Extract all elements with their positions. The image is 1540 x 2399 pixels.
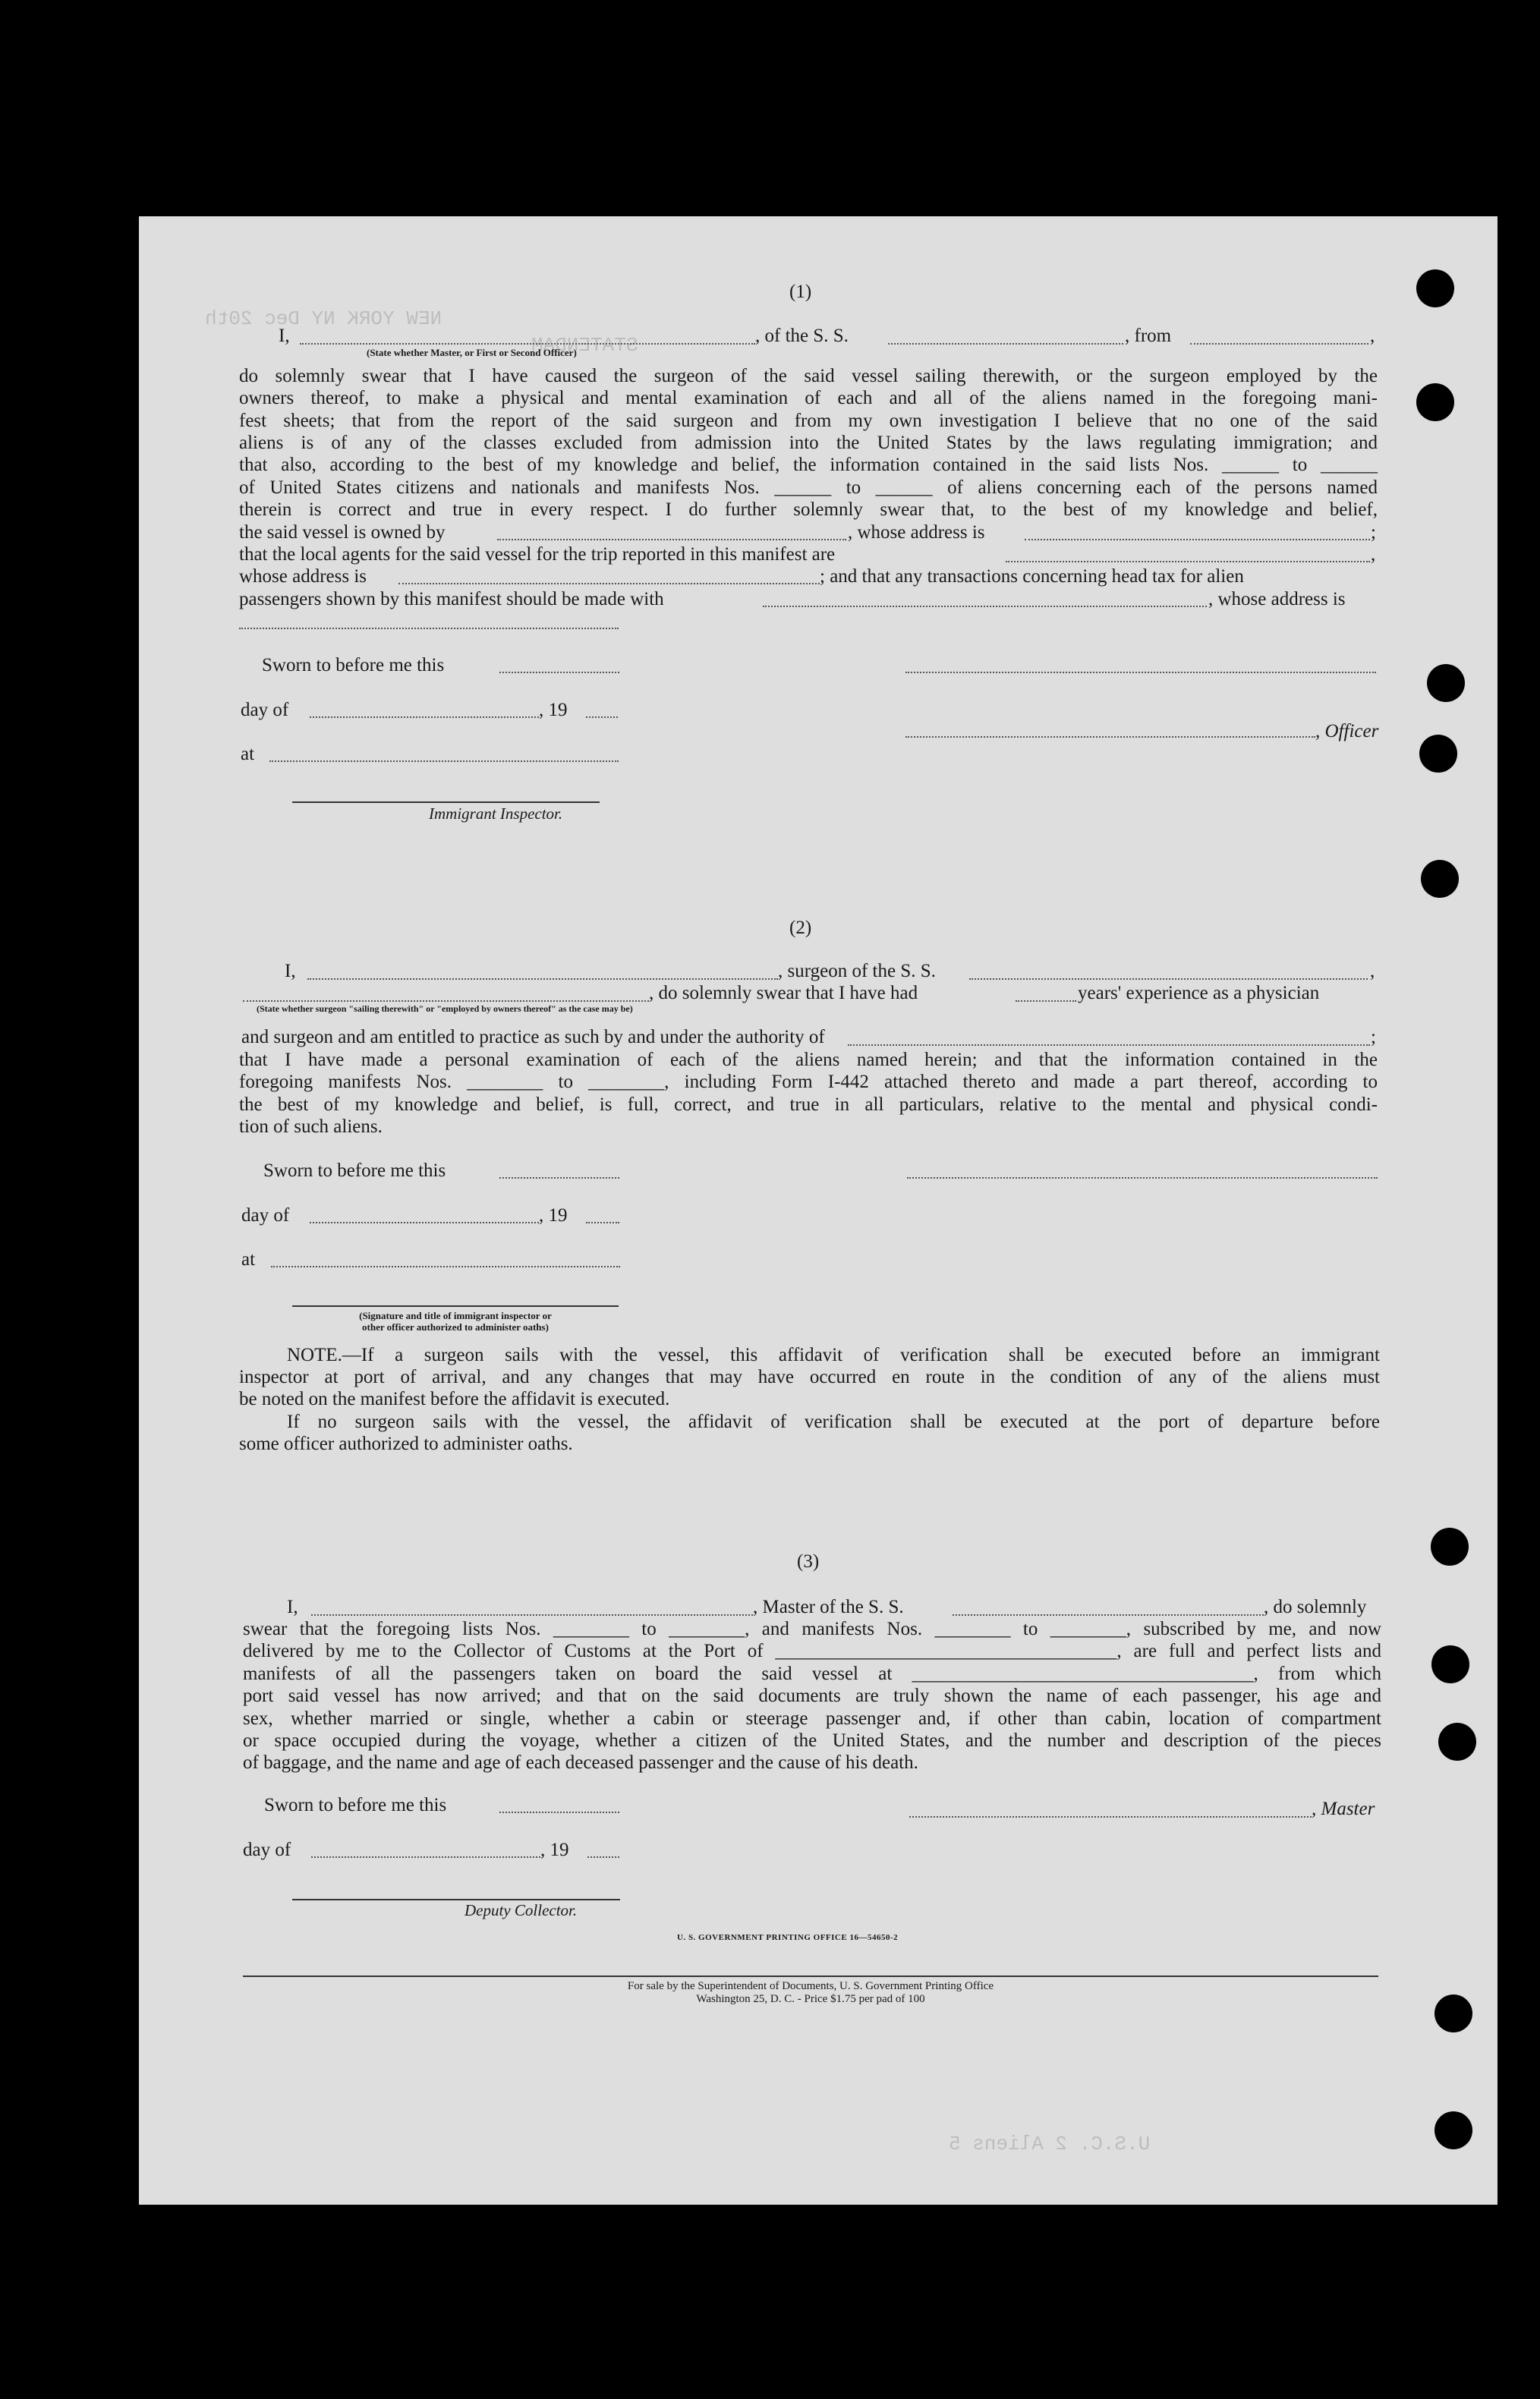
- at-place-field[interactable]: [271, 1266, 620, 1267]
- surgeon-status-field[interactable]: [243, 1000, 649, 1002]
- day-of-label: day of: [241, 1205, 290, 1226]
- day-of-field[interactable]: [310, 716, 539, 718]
- sec3-para-line: delivered by me to the Collector of Customs at the Port of ____________________________________, are full and perfect lists and: [243, 1641, 1381, 1661]
- note-line: NOTE.—If a surgeon sails with the vessel, this affidavit of verification shall be executed before an immigrant: [287, 1345, 1380, 1365]
- surgeon-vessel-field[interactable]: [969, 978, 1368, 980]
- surgeon-signature-field[interactable]: [907, 1177, 1378, 1179]
- owner-field[interactable]: [497, 539, 846, 540]
- year-label: , 19: [539, 700, 568, 720]
- owned-by-label: the said vessel is owned by: [239, 522, 446, 543]
- master-vessel-field[interactable]: [953, 1614, 1264, 1616]
- sworn-date-field[interactable]: [499, 672, 619, 673]
- day-of-label: day of: [243, 1840, 291, 1860]
- bleed-through-line: STATENDAM: [531, 334, 638, 357]
- sec1-of-ss: , of the S. S.: [755, 326, 849, 346]
- sec3-para-line: manifests of all the passengers taken on board the said vessel at ____________________________________, from which: [243, 1664, 1381, 1684]
- sec2-surgeon-of-ss: , surgeon of the S. S.: [778, 961, 936, 981]
- master-name-field[interactable]: [311, 1614, 753, 1616]
- year-label: , 19: [539, 1205, 568, 1226]
- sec2-para-line: tion of such aliens.: [239, 1116, 383, 1137]
- owner-address-label: , whose address is: [848, 522, 985, 543]
- sec2-para-line: that I have made a personal examination of each of the aliens named herein; and that the information contained in the: [239, 1050, 1378, 1070]
- punch-hole: [1416, 269, 1454, 307]
- authority-label: and surgeon and am entitled to practice as such by and under the authority of: [241, 1027, 825, 1047]
- punch-hole: [1438, 1723, 1476, 1761]
- sworn-date-field[interactable]: [499, 1812, 619, 1813]
- from-port-field[interactable]: [1190, 343, 1368, 345]
- sale-notice: For sale by the Superintendent of Documents, U. S. Government Printing Office: [627, 1980, 994, 1992]
- sec1-i: I,: [279, 326, 290, 346]
- sec1-from: , from: [1125, 326, 1172, 346]
- sec1-para-line: fest sheets; that from the report of the said surgeon and from my own investigation I believe that no one of the said: [239, 411, 1378, 431]
- master-label: , Master: [1312, 1799, 1375, 1819]
- officer-title-field[interactable]: [905, 736, 1315, 738]
- sec3-para-line: swear that the foregoing lists Nos. ________ to ________, and manifests Nos. ________ to ________, subscribed by me, and now: [243, 1619, 1381, 1639]
- sec1-para-line: owners thereof, to make a physical and mental examination of each and all of the aliens named in the foregoing mani-: [239, 388, 1378, 408]
- officer-name-field[interactable]: [300, 343, 755, 345]
- oath-officer-signature-line[interactable]: [292, 1305, 619, 1307]
- sec3-master-of-ss: , Master of the S. S.: [753, 1597, 904, 1617]
- experience-text-end: years' experience as a physician: [1078, 983, 1320, 1003]
- day-of-label: day of: [241, 700, 289, 720]
- experience-text: , do solemnly swear that I have had: [649, 983, 918, 1003]
- note-line: inspector at port of arrival, and any changes that may have occurred en route in the condition of any of the aliens must: [239, 1367, 1380, 1387]
- punch-hole: [1431, 1528, 1469, 1566]
- officer-signature-field[interactable]: [905, 672, 1376, 673]
- note-line: If no surgeon sails with the vessel, the affidavit of verification shall be executed at the port of departure before: [287, 1412, 1380, 1432]
- deputy-caption: Deputy Collector.: [465, 1901, 578, 1919]
- sworn-label: Sworn to before me this: [262, 655, 445, 675]
- years-experience-field[interactable]: [1016, 1000, 1076, 1002]
- punch-hole: [1419, 735, 1457, 773]
- deputy-signature-line[interactable]: [292, 1899, 620, 1900]
- sec1-semicolon: ;: [1371, 522, 1376, 543]
- note-line: be noted on the manifest before the affidavit is executed.: [239, 1389, 670, 1409]
- authority-field[interactable]: [848, 1044, 1370, 1046]
- local-agents-label: that the local agents for the said vessel for the trip reported in this manifest are: [239, 544, 836, 565]
- head-tax-address-field[interactable]: [239, 628, 619, 629]
- sec3-solemnly: , do solemnly: [1264, 1597, 1367, 1617]
- sec3-para-line: sex, whether married or single, whether a cabin or steerage passenger and, if other than cabin, location of compartment: [243, 1708, 1381, 1729]
- sworn-label: Sworn to before me this: [264, 1795, 447, 1815]
- vessel-name-field[interactable]: [888, 343, 1123, 345]
- sec2-i: I,: [285, 961, 296, 981]
- section-3-number: (3): [797, 1551, 820, 1572]
- year-field[interactable]: [586, 1222, 619, 1223]
- bleed-through-footer: U.S.C. 2 Aliens 5: [949, 2133, 1151, 2155]
- sec3-para-line: or space occupied during the voyage, whether a citizen of the United States, and the number and description of the pieces: [243, 1730, 1381, 1751]
- sec1-para-line: therein is correct and true in every respect. I do further solemnly swear that, to the best of my knowledge and belief,: [239, 499, 1378, 520]
- sec2-status-note: (State whether surgeon "sailing therewith" or "employed by owners thereof" as the case may be): [257, 1003, 633, 1014]
- sworn-date-field[interactable]: [499, 1177, 619, 1179]
- owner-address-field[interactable]: [1025, 539, 1370, 540]
- sec1-rank-note: (State whether Master, or First or Second Officer): [367, 347, 577, 358]
- head-tax-address-label: , whose address is: [1208, 589, 1346, 609]
- at-place-field[interactable]: [269, 760, 619, 762]
- day-of-field[interactable]: [311, 1856, 540, 1858]
- sec1-para-line: of United States citizens and nationals and manifests Nos. ______ to ______ of aliens concerning each of the persons named: [239, 477, 1378, 498]
- sec1-para-line: that also, according to the best of my knowledge and belief, the information contained in the said lists Nos. ______ to ______: [239, 455, 1378, 475]
- sec2-semicolon: ;: [1371, 1027, 1376, 1047]
- punch-hole: [1427, 664, 1465, 702]
- sec3-para-line: of baggage, and the name and age of each deceased passenger and the cause of his death.: [243, 1752, 918, 1773]
- punch-hole: [1434, 1994, 1472, 2032]
- footer-rule: [243, 1976, 1378, 1977]
- inspector-signature-line[interactable]: [292, 801, 600, 803]
- surgeon-name-field[interactable]: [307, 978, 778, 980]
- master-signature-field[interactable]: [909, 1816, 1312, 1818]
- sec1-comma: ,: [1370, 326, 1375, 346]
- note-line: some officer authorized to administer oaths.: [239, 1434, 573, 1454]
- year-label: , 19: [540, 1840, 569, 1860]
- inspector-caption: Immigrant Inspector.: [429, 804, 563, 823]
- sec1-para-line: do solemnly swear that I have caused the surgeon of the said vessel sailing therewith, or the surgeon employed by the: [239, 366, 1378, 386]
- punch-hole: [1431, 1645, 1469, 1683]
- signature-caption: other officer authorized to administer oaths): [362, 1321, 549, 1333]
- local-agents-field[interactable]: [1006, 561, 1370, 562]
- at-label: at: [241, 1249, 256, 1270]
- sec2-comma: ,: [1370, 961, 1375, 981]
- head-tax-text: ; and that any transactions concerning head tax for alien: [820, 566, 1244, 587]
- sec3-i: I,: [287, 1597, 298, 1617]
- head-tax-label: passengers shown by this manifest should be made with: [239, 589, 664, 609]
- sec2-para-line: the best of my knowledge and belief, is full, correct, and true in all particulars, relative to the mental and physical condi-: [239, 1094, 1378, 1115]
- year-field[interactable]: [587, 1856, 619, 1858]
- sworn-label: Sworn to before me this: [263, 1160, 446, 1181]
- gpo-imprint: U. S. GOVERNMENT PRINTING OFFICE 16—54650-2: [677, 1933, 899, 1942]
- punch-hole: [1421, 860, 1459, 898]
- signature-caption: (Signature and title of immigrant inspector or: [359, 1310, 552, 1321]
- sec3-para-line: port said vessel has now arrived; and that on the said documents are truly shown the name of each passenger, his age and: [243, 1686, 1381, 1706]
- head-tax-party-field[interactable]: [763, 606, 1207, 607]
- sec2-para-line: foregoing manifests Nos. ________ to ________, including Form I-442 attached thereto and made a part thereof, according to: [239, 1072, 1378, 1092]
- sale-notice: Washington 25, D. C. - Price $1.75 per pad of 100: [696, 1993, 925, 2005]
- sec1-para-line: aliens is of any of the classes excluded from admission into the United States by the laws regulating immigration; and: [239, 433, 1378, 453]
- at-label: at: [241, 744, 255, 764]
- year-field[interactable]: [586, 716, 618, 718]
- punch-hole: [1434, 2111, 1472, 2149]
- section-1-number: (1): [789, 282, 812, 302]
- officer-label: , Officer: [1315, 721, 1379, 741]
- bleed-through-header: NEW YORK NY Dec 20th: [205, 307, 442, 330]
- section-2-number: (2): [789, 918, 812, 938]
- sec1-comma: ,: [1371, 544, 1376, 565]
- agents-address-field[interactable]: [398, 583, 820, 584]
- day-of-field[interactable]: [310, 1222, 539, 1223]
- punch-hole: [1416, 383, 1454, 421]
- agents-address-label: whose address is: [239, 566, 367, 587]
